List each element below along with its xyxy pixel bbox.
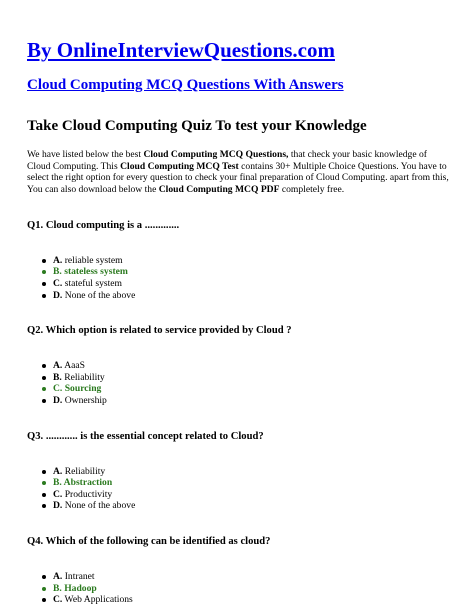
option-letter: A. [53,360,63,372]
option-letter: C. [53,383,63,395]
options-list [27,466,451,512]
option-text: None of the above [62,289,136,301]
option-item [27,360,451,372]
option-text: stateful system [62,278,123,289]
site-link[interactable]: By OnlineInterviewQuestions.com [27,38,335,62]
section-heading: Take Cloud Computing Quiz To test your Knowledge [27,118,367,134]
question-title: Q2. Which option is related to service provided by Cloud ? [27,325,292,337]
option-text: AaaS [62,360,85,372]
option-item [27,594,451,606]
intro-paragraph [27,149,451,196]
option-letter: B. [53,266,62,278]
intro-text: We have listed below the best [27,149,144,160]
options-list [27,571,451,606]
question-title: Q3. ............ is the essential concept related to Cloud? [27,430,264,442]
question-3 [27,430,451,512]
option-item-correct [27,477,451,489]
bullet-icon [42,399,46,403]
option-text: Productivity [62,488,113,500]
option-item-correct [27,383,451,395]
bullet-icon [42,587,46,591]
option-text: Reliability [62,465,106,477]
intro-text: that check your basic knowledge of Cloud Computing. This [27,149,427,172]
bullet-icon [42,481,46,485]
options-list [27,360,451,406]
intro-text: contains 30+ Multiple Choice Questions. You have to select the right option for every question to check your final preparation of Cloud Computing. apart from this, You can also download below the [27,160,449,196]
option-letter: A. [53,254,63,266]
option-item [27,395,451,407]
option-letter: C. [53,278,63,289]
question-title: Q1. Cloud computing is a ............. [27,219,180,231]
bullet-icon [42,598,46,602]
option-text: None of the above [62,500,136,512]
option-text: Sourcing [62,383,102,395]
bullet-icon [42,282,46,286]
bullet-icon [42,364,46,368]
option-letter: A. [53,570,63,582]
bullet-icon [42,294,46,298]
options-list [27,255,451,301]
option-item [27,255,451,267]
option-text: Abstraction [61,477,113,489]
option-letter: C. [53,594,63,606]
option-letter: B. [53,371,62,383]
option-letter: C. [53,488,63,500]
option-text: Hadoop [61,582,97,594]
option-item-correct [27,583,451,595]
option-item-correct [27,266,451,278]
option-letter: D. [53,500,63,512]
document-page [27,38,451,606]
page-title-link[interactable]: Cloud Computing MCQ Questions With Answers [27,77,344,93]
option-text: reliable system [62,254,123,266]
intro-bold-mcq-pdf: Cloud Computing MCQ PDF [158,184,280,196]
option-item [27,372,451,384]
bullet-icon [42,259,46,263]
bullet-icon [42,270,46,274]
question-4 [27,535,451,606]
intro-text: completely free. [279,184,345,196]
option-item [27,290,451,302]
option-item [27,571,451,583]
bullet-icon [42,493,46,497]
bullet-icon [42,504,46,508]
option-text: Web Applications [62,594,133,606]
bullet-icon [42,470,46,474]
option-letter: B. [53,477,62,489]
option-letter: B. [53,582,62,594]
option-item [27,466,451,478]
option-letter: D. [53,289,63,301]
option-text: stateless system [61,266,128,278]
intro-bold-mcq-test: Cloud Computing MCQ Test [120,160,239,172]
question-1 [27,219,451,301]
option-text: Intranet [62,570,95,582]
option-item [27,278,451,290]
option-text: Reliability [61,371,105,383]
option-item [27,489,451,501]
bullet-icon [42,387,46,391]
bullet-icon [42,575,46,579]
option-item [27,500,451,512]
question-2 [27,324,451,406]
bullet-icon [42,376,46,380]
option-text: Ownership [62,394,107,406]
option-letter: D. [53,394,63,406]
intro-bold-mcq-questions: Cloud Computing MCQ Questions, [143,149,289,160]
question-title: Q4. Which of the following can be identified as cloud? [27,535,271,547]
option-letter: A. [53,465,63,477]
